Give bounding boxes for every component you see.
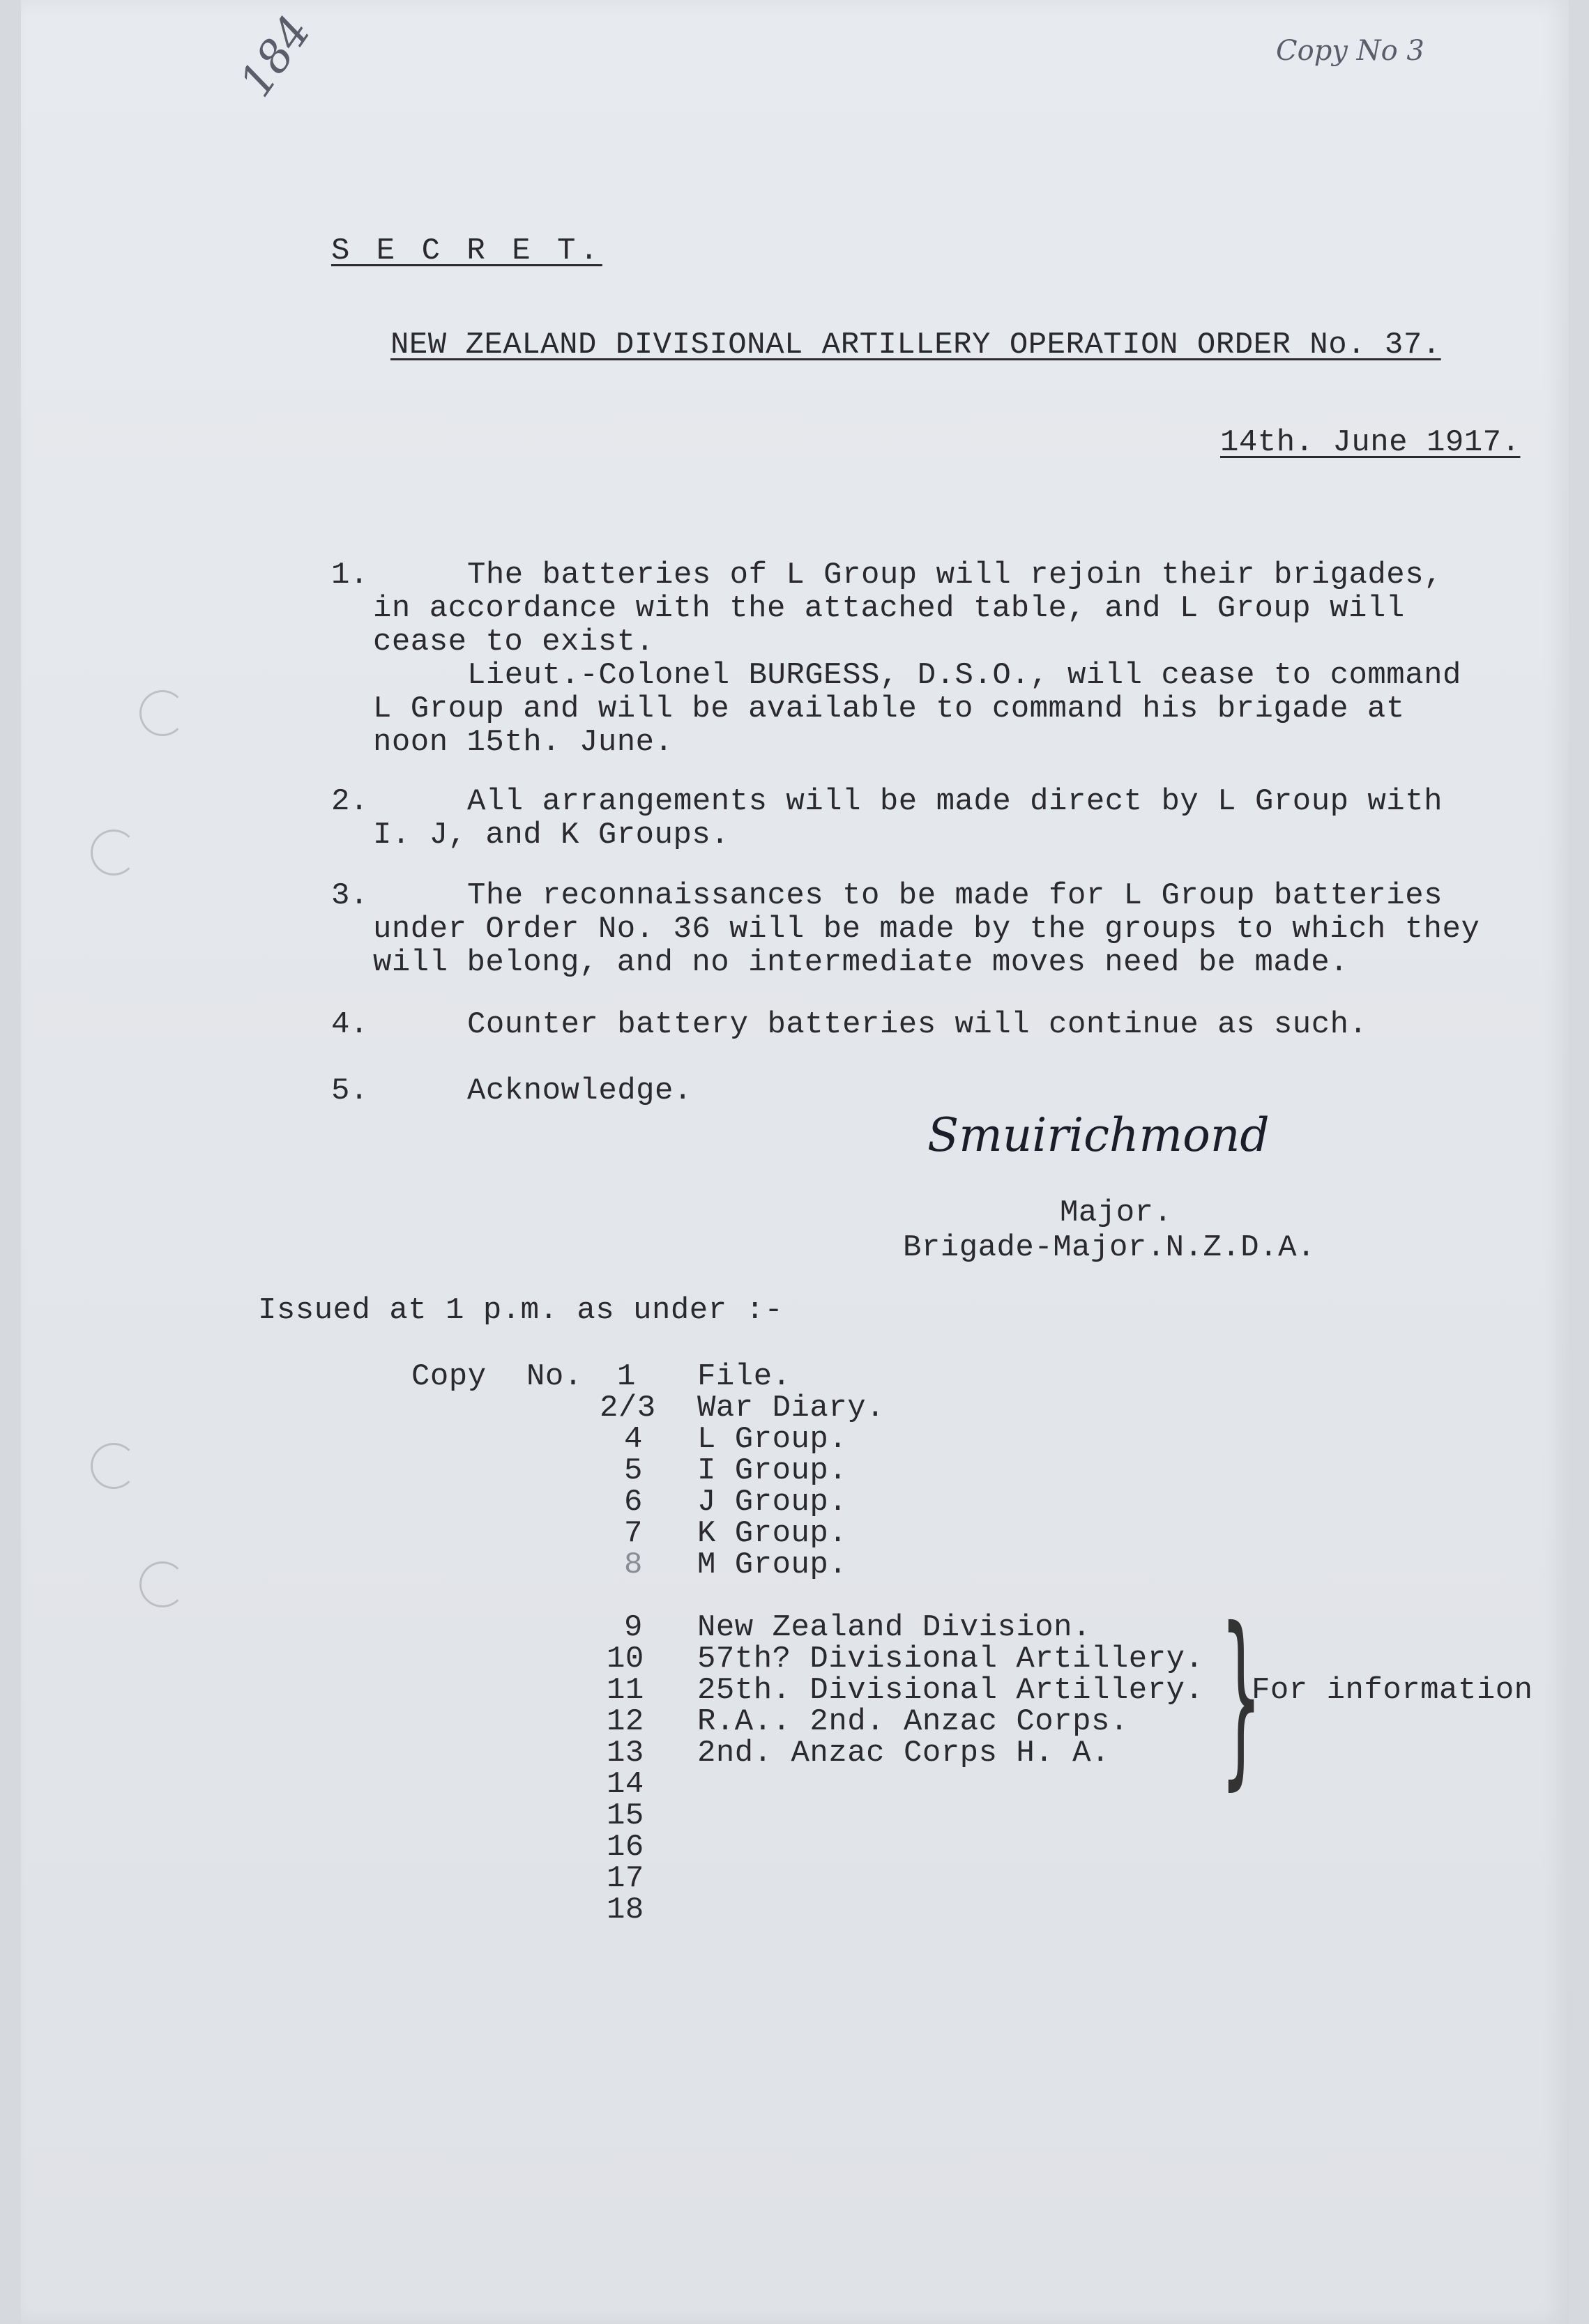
para-3-number: 3.: [331, 878, 369, 913]
copy-number: 5: [624, 1453, 643, 1488]
copy-number: 8: [624, 1547, 643, 1582]
copy-label: Copy: [411, 1359, 487, 1394]
para-1-line: Lieut.-Colonel BURGESS, D.S.O., will cease to command: [467, 658, 1461, 693]
copy-number: 14: [607, 1767, 644, 1802]
secret-heading: S E C R E T.: [331, 234, 602, 268]
copy-recipient: R.A.. 2nd. Anzac Corps.: [697, 1704, 1129, 1739]
copy-recipient: K Group.: [697, 1516, 848, 1551]
order-title: NEW ZEALAND DIVISIONAL ARTILLERY OPERATION ORDER No. 37.: [390, 328, 1441, 362]
page-number: 184: [230, 6, 321, 107]
copy-note: Copy No 3: [1276, 35, 1424, 67]
punch-hole: [139, 1561, 185, 1607]
para-5-number: 5.: [331, 1073, 369, 1108]
document-page: [21, 0, 1569, 2324]
copy-number: 7: [624, 1516, 643, 1551]
para-1-line: L Group and will be available to command his brigade at: [373, 691, 1405, 726]
copy-number: 12: [607, 1704, 644, 1739]
para-1-line: cease to exist.: [373, 625, 655, 659]
signature: Smuirichmond: [927, 1108, 1270, 1162]
para-1-number: 1.: [331, 558, 369, 593]
copy-recipient: 2nd. Anzac Corps H. A.: [697, 1736, 1110, 1771]
para-3-line: will belong, and no intermediate moves need be made.: [373, 945, 1349, 980]
order-date: 14th. June 1917.: [1220, 425, 1521, 460]
signatory-position: Brigade-Major.N.Z.D.A.: [903, 1230, 1316, 1265]
para-4-line: Counter battery batteries will continue as such.: [467, 1007, 1368, 1042]
para-2-line: I. J, and K Groups.: [373, 818, 730, 853]
copy-number: 9: [624, 1610, 643, 1645]
copy-number: 1: [617, 1359, 636, 1394]
para-1-line: noon 15th. June.: [373, 725, 674, 760]
copy-number: 18: [607, 1893, 644, 1927]
para-1-line: in accordance with the attached table, and L Group will: [373, 591, 1405, 626]
para-5-line: Acknowledge.: [467, 1073, 692, 1108]
copy-number: 2/3: [600, 1391, 656, 1425]
copy-number: 13: [607, 1736, 644, 1771]
copy-recipient: File.: [697, 1359, 791, 1394]
para-3-line: The reconnaissances to be made for L Group batteries: [467, 878, 1443, 913]
para-3-line: under Order No. 36 will be made by the groups to which they: [373, 912, 1480, 947]
copy-recipient: J Group.: [697, 1485, 848, 1520]
copy-recipient: 25th. Divisional Artillery.: [697, 1673, 1204, 1708]
copy-number: 6: [624, 1485, 643, 1520]
copy-number: 15: [607, 1798, 644, 1833]
copy-number: 10: [607, 1642, 644, 1676]
punch-hole: [139, 690, 185, 736]
issued-line: Issued at 1 p.m. as under :-: [258, 1293, 784, 1328]
para-1-line: The batteries of L Group will rejoin their brigades,: [467, 558, 1443, 593]
copy-recipient: War Diary.: [697, 1391, 885, 1425]
bracket-brace: }: [1220, 1587, 1263, 1807]
copy-recipient: M Group.: [697, 1547, 848, 1582]
punch-hole: [91, 830, 137, 876]
copy-recipient: 57th? Divisional Artillery.: [697, 1642, 1204, 1676]
para-4-number: 4.: [331, 1007, 369, 1042]
no-label: No.: [526, 1359, 583, 1394]
para-2-line: All arrangements will be made direct by L Group with: [467, 784, 1443, 819]
copy-number: 4: [624, 1422, 643, 1457]
copy-recipient: I Group.: [697, 1453, 848, 1488]
para-2-number: 2.: [331, 784, 369, 819]
copy-recipient: New Zealand Division.: [697, 1610, 1091, 1645]
copy-number: 16: [607, 1830, 644, 1865]
for-information-note: For information: [1252, 1673, 1533, 1708]
copy-recipient: L Group.: [697, 1422, 848, 1457]
copy-number: 17: [607, 1861, 644, 1896]
punch-hole: [91, 1443, 137, 1489]
signatory-rank: Major.: [1060, 1195, 1173, 1230]
copy-number: 11: [607, 1673, 644, 1708]
